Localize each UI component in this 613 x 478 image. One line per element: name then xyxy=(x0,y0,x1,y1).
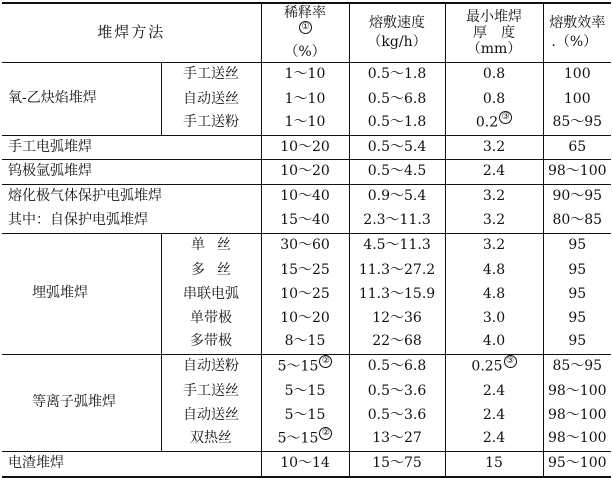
dilution-cell: 15～40 xyxy=(261,209,349,233)
thickness-cell: 15 xyxy=(445,451,543,477)
table-row xyxy=(2,451,611,477)
sub-method xyxy=(161,233,261,258)
speed-cell: 0.5～6.8 xyxy=(349,354,445,379)
header-method: 堆焊方法 xyxy=(2,3,261,62)
dilution-cell: 1～10 xyxy=(261,62,349,87)
table-row xyxy=(2,209,611,233)
group-name: 电渣堆焊 xyxy=(2,451,261,477)
efficiency-cell: 100 xyxy=(543,62,611,87)
thickness-value: 0.2 xyxy=(475,114,499,131)
dilution-cell: 10～40 xyxy=(261,184,349,209)
header-efficiency-unit: .（%） xyxy=(551,33,598,50)
dilution-value: 5～15 xyxy=(277,358,319,375)
footnote-marker: ① xyxy=(299,21,312,34)
speed-cell: 11.3～27.2 xyxy=(349,258,445,282)
efficiency-cell: 65 xyxy=(543,135,611,159)
speed-cell: 4.5～11.3 xyxy=(349,233,445,258)
sub-method: 双热丝 xyxy=(161,427,261,451)
speed-cell: 0.5～3.6 xyxy=(349,403,445,427)
group-name: 手工电弧堆焊 xyxy=(2,135,261,159)
header-dilution-label: 稀释率 xyxy=(284,5,327,21)
thickness-cell: 2.4 xyxy=(445,159,543,184)
header-efficiency-label: 熔敷效率 xyxy=(549,14,606,31)
dilution-cell: 30～60 xyxy=(261,233,349,258)
header-dilution-unit: （%） xyxy=(284,43,326,60)
dilution-cell: 10～20 xyxy=(261,135,349,159)
group-name: 熔化极气体保护电弧堆焊 xyxy=(2,184,261,209)
thickness-cell: 2.4 xyxy=(445,403,543,427)
thickness-cell xyxy=(445,111,543,135)
speed-cell: 0.5～1.8 xyxy=(349,111,445,135)
efficiency-cell: 95 xyxy=(543,282,611,306)
dilution-cell: 8～15 xyxy=(261,330,349,354)
dilution-cell: 10～14 xyxy=(261,451,349,477)
table-row xyxy=(2,135,611,159)
thickness-value: 0.25 xyxy=(471,358,503,375)
dilution-cell: 5～15 xyxy=(261,379,349,403)
sub-method: 手工送丝 xyxy=(161,379,261,403)
group-name: 埋弧堆焊 xyxy=(2,233,161,354)
header-min-thickness-label-2: 厚 度 xyxy=(473,24,516,41)
speed-cell: 0.5～6.8 xyxy=(349,87,445,111)
efficiency-cell: 90～95 xyxy=(543,184,611,209)
dilution-cell: 15～25 xyxy=(261,258,349,282)
surfacing-methods-table xyxy=(2,2,611,478)
speed-cell: 11.3～15.9 xyxy=(349,282,445,306)
speed-cell: 12～36 xyxy=(349,306,445,330)
thickness-cell: 3.2 xyxy=(445,233,543,258)
header-row xyxy=(2,3,611,62)
efficiency-cell: 100 xyxy=(543,87,611,111)
table-row xyxy=(2,233,611,258)
footnote-marker: ③ xyxy=(504,355,517,368)
header-dilution xyxy=(261,3,349,62)
efficiency-cell: 98～100 xyxy=(543,379,611,403)
table-row xyxy=(2,62,611,87)
thickness-cell: 3.0 xyxy=(445,306,543,330)
group-name: 钨极氩弧堆焊 xyxy=(2,159,261,184)
dilution-cell xyxy=(261,354,349,379)
efficiency-cell: 95 xyxy=(543,330,611,354)
efficiency-cell: 85～95 xyxy=(543,111,611,135)
sub-method: 多带极 xyxy=(161,330,261,354)
sub-method: 手工送粉 xyxy=(161,111,261,135)
efficiency-cell: 80～85 xyxy=(543,209,611,233)
header-speed xyxy=(349,3,445,62)
sub-method xyxy=(161,258,261,282)
efficiency-cell: 95 xyxy=(543,233,611,258)
header-min-thickness-label: 最小堆焊 xyxy=(466,8,523,25)
thickness-cell: 0.8 xyxy=(445,62,543,87)
sub-group-name: 其中：自保护电弧堆焊 xyxy=(8,212,148,229)
header-min-thickness-unit: （mm） xyxy=(466,40,522,57)
dilution-cell: 1～10 xyxy=(261,87,349,111)
thickness-cell: 2.4 xyxy=(445,427,543,451)
thickness-cell xyxy=(445,354,543,379)
sub-method-label: 多丝 xyxy=(191,261,243,278)
header-speed-unit: （kg/h） xyxy=(367,33,427,50)
thickness-cell: 4.8 xyxy=(445,258,543,282)
group-name: 氧-乙炔焰堆焊 xyxy=(2,62,161,135)
table-row xyxy=(2,354,611,379)
efficiency-cell: 95～100 xyxy=(543,451,611,477)
header-speed-label: 熔敷速度 xyxy=(369,14,426,31)
dilution-cell: 1～10 xyxy=(261,111,349,135)
dilution-cell: 10～20 xyxy=(261,159,349,184)
sub-method: 自动送丝 xyxy=(161,403,261,427)
speed-cell: 0.5～1.8 xyxy=(349,62,445,87)
dilution-cell xyxy=(261,427,349,451)
footnote-marker: ② xyxy=(319,355,332,368)
speed-cell: 0.5～5.4 xyxy=(349,135,445,159)
efficiency-cell: 95 xyxy=(543,258,611,282)
efficiency-cell: 98～100 xyxy=(543,403,611,427)
footnote-marker: ② xyxy=(319,427,332,440)
sub-method-label: 单丝 xyxy=(191,237,243,254)
sub-method: 串联电弧 xyxy=(161,282,261,306)
thickness-cell: 3.2 xyxy=(445,209,543,233)
sub-method: 自动送粉 xyxy=(161,354,261,379)
header-efficiency xyxy=(543,3,611,62)
thickness-cell: 3.2 xyxy=(445,135,543,159)
speed-cell: 2.3～11.3 xyxy=(349,209,445,233)
sub-method: 单带极 xyxy=(161,306,261,330)
dilution-cell: 5～15 xyxy=(261,403,349,427)
efficiency-cell: 98～100 xyxy=(543,159,611,184)
dilution-cell: 10～20 xyxy=(261,306,349,330)
speed-cell: 13～27 xyxy=(349,427,445,451)
speed-cell: 0.5～4.5 xyxy=(349,159,445,184)
dilution-cell: 10～25 xyxy=(261,282,349,306)
footnote-marker: ③ xyxy=(499,111,512,124)
dilution-value: 5～15 xyxy=(277,430,319,447)
thickness-cell: 4.0 xyxy=(445,330,543,354)
thickness-cell: 3.2 xyxy=(445,184,543,209)
speed-cell: 22～68 xyxy=(349,330,445,354)
thickness-cell: 4.8 xyxy=(445,282,543,306)
header-min-thickness xyxy=(445,3,543,62)
sub-method: 自动送丝 xyxy=(161,87,261,111)
speed-cell: 0.5～3.6 xyxy=(349,379,445,403)
sub-method: 手工送丝 xyxy=(161,62,261,87)
thickness-cell: 2.4 xyxy=(445,379,543,403)
table-row xyxy=(2,159,611,184)
speed-cell: 15～75 xyxy=(349,451,445,477)
efficiency-cell: 95 xyxy=(543,306,611,330)
efficiency-cell: 98～100 xyxy=(543,427,611,451)
table-row xyxy=(2,184,611,209)
group-name: 等离子弧堆焊 xyxy=(2,354,161,451)
speed-cell: 0.9～5.4 xyxy=(349,184,445,209)
thickness-cell: 0.8 xyxy=(445,87,543,111)
efficiency-cell: 85～95 xyxy=(543,354,611,379)
